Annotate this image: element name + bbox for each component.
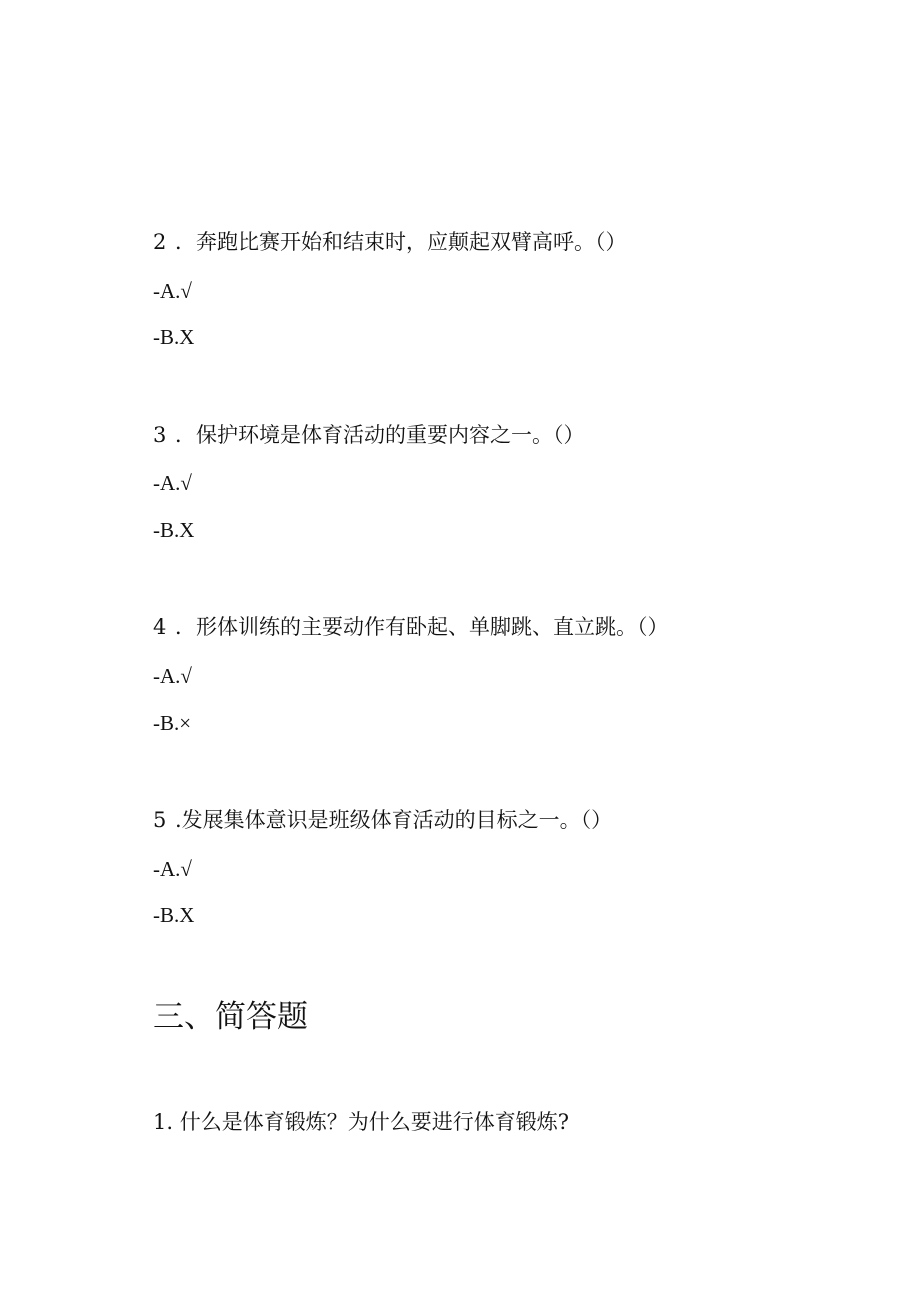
question-number: 3: [153, 423, 167, 447]
question-number: 5: [153, 808, 167, 832]
question-number: 4: [153, 615, 167, 639]
short-answer-question-1: 1. 什么是体育锻炼？为什么要进行体育锻炼?: [153, 1110, 569, 1134]
question-5: [153, 806, 612, 834]
question-4-option-a: -A.√: [153, 664, 192, 688]
question-text: ．形体训练的主要动作有卧起、单脚跳、直立跳。（）: [175, 615, 669, 639]
question-3-option-a: -A.√: [153, 471, 192, 495]
question-number: 2: [153, 230, 167, 254]
question-4: [153, 613, 669, 641]
question-text: ．奔跑比赛开始和结束时，应颠起双臂高呼。（）: [175, 230, 627, 254]
question-3-option-b: -B.X: [153, 518, 195, 542]
question-3: [153, 421, 585, 449]
question-4-option-b: -B.×: [153, 711, 192, 735]
question-5-option-b: -B.X: [153, 903, 195, 927]
question-2: [153, 228, 627, 256]
question-2-option-b: -B.X: [153, 325, 195, 349]
section-heading: 三、简答题: [153, 999, 308, 1035]
question-5-option-a: -A.√: [153, 857, 192, 881]
question-text: ．保护环境是体育活动的重要内容之一。（）: [175, 423, 585, 447]
question-text: .发展集体意识是班级体育活动的目标之一。（）: [175, 808, 613, 832]
question-2-option-a: -A.√: [153, 279, 192, 303]
